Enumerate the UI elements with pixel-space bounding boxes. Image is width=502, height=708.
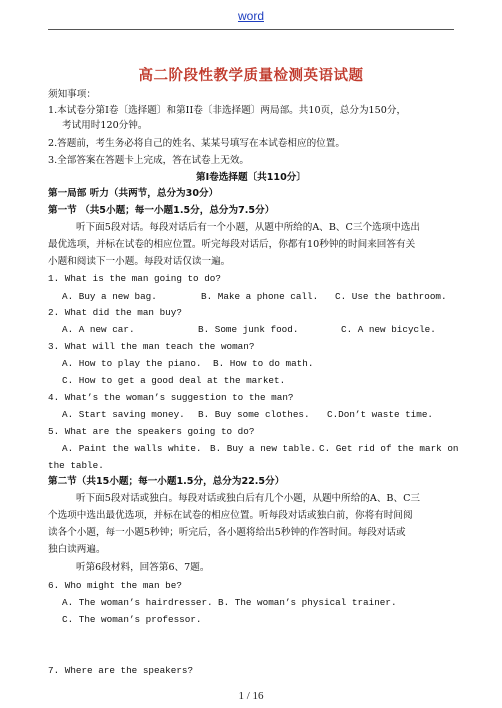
q2-option-c: C. A new bicycle.: [341, 324, 436, 335]
question-4: 4. What’s the woman’s suggestion to the man?: [48, 392, 294, 403]
q3-option-a: A. How to play the piano.: [62, 358, 202, 369]
question-3: 3. What will the man teach the woman?: [48, 341, 255, 352]
header-word-link[interactable]: word: [237, 9, 264, 23]
q2-option-b: B. Some junk food.: [198, 324, 299, 335]
part-one-heading: 第一局部 听力（共两节，总分为30分）: [48, 188, 219, 199]
q1-option-a: A. Buy a new bag.: [62, 291, 157, 302]
sec2-instruction-line: 个选项中选出最优选项，并标在试卷的相应位置。听每段对话或独白前，你将有时间阅: [48, 510, 413, 521]
question-2: 2. What did the man buy?: [48, 307, 182, 318]
sec2-instruction-line: 读各个小题，每一小题5秒钟；听完后，各小题将给出5秒钟的作答时间。每段对话或: [48, 527, 406, 538]
q6-option-a: A. The woman’s hairdresser.: [62, 597, 213, 608]
notice-item-3: 3.全部答案在答题卡上完成，答在试卷上无效。: [48, 155, 250, 166]
notice-item-1-cont: 考试用时120分钟。: [62, 120, 148, 131]
question-1: 1. What is the man going to do?: [48, 273, 221, 284]
sec2-instruction-line: 独白读两遍。: [48, 544, 106, 555]
q1-option-c: C. Use the bathroom.: [335, 291, 447, 302]
sec1-instruction-line: 小题和阅读下一小题。每段对话仅读一遍。: [48, 256, 231, 267]
q5-option-a: A. Paint the walls white.: [62, 443, 202, 454]
q3-option-b: B. How to do math.: [213, 358, 314, 369]
q2-option-a: A. A new car.: [62, 324, 135, 335]
sec2-instruction-line: 听下面5段对话或独白。每段对话或独白后有几个小题，从题中所给的A、B、C三: [76, 493, 421, 504]
q4-option-b: B. Buy some clothes.: [198, 409, 310, 420]
material-note: 听第6段材料，回答第6、7题。: [76, 562, 210, 573]
sec1-instruction-line: 听下面5段对话。每段对话后有一个小题，从题中所给的A、B、C三个选项中选出: [76, 222, 421, 233]
header-divider: [48, 29, 454, 30]
question-7: 7. Where are the speakers?: [48, 665, 194, 676]
q5-option-c: C. Get rid of the mark on: [319, 443, 459, 454]
notice-heading: 须知事项：: [48, 89, 96, 100]
q1-option-b: B. Make a phone call.: [201, 291, 319, 302]
section-one-heading: 第一节 （共5小题；每一小题1.5分，总分为7.5分）: [48, 205, 275, 216]
question-5: 5. What are the speakers going to do?: [48, 426, 255, 437]
notice-item-1: 1.本试卷分第Ⅰ卷〔选择题〕和第II卷〔非选择题〕两局部。共10页，总分为150分，: [48, 105, 407, 116]
question-6: 6. Who might the man be?: [48, 580, 182, 591]
q6-option-b: B. The woman’s physical trainer.: [218, 597, 397, 608]
q5-option-c-cont: the table.: [48, 460, 104, 471]
notice-item-2: 2.答题前，考生务必将自己的姓名、某某号填写在本试卷相应的位置。: [48, 138, 345, 149]
document-title: 高二阶段性教学质量检测英语试题: [138, 68, 364, 84]
q3-option-c: C. How to get a good deal at the market.: [62, 375, 286, 386]
q6-option-c: C. The woman’s professor.: [62, 614, 202, 625]
page-number: 1 / 16: [238, 690, 264, 702]
sec1-instruction-line: 最优选项，并标在试卷的相应位置。听完每段对话后，你都有10秒钟的时间来回答有关: [48, 239, 416, 250]
section-two-heading: 第二节（共15小题；每一小题1.5分，总分为22.5分）: [48, 476, 285, 487]
q4-option-c: C.Don’t waste time.: [327, 409, 434, 420]
q4-option-a: A. Start saving money.: [62, 409, 185, 420]
q5-option-b: B. Buy a new table.: [210, 443, 317, 454]
section-title: 第Ⅰ卷选择题〔共110分〕: [196, 172, 306, 183]
